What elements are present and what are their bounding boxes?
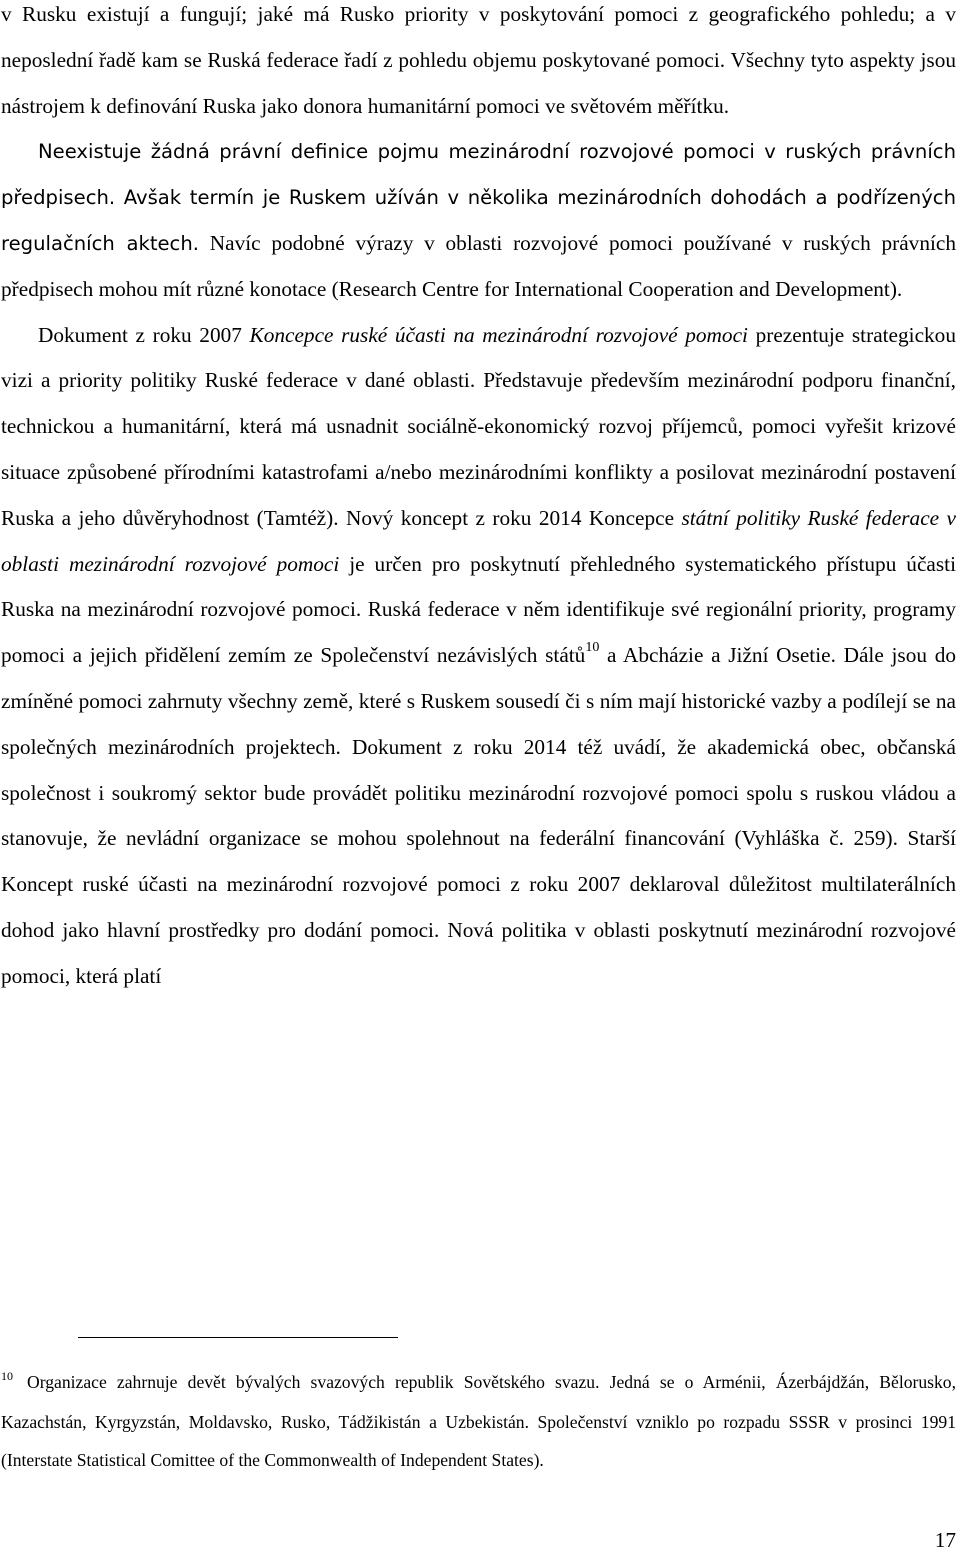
paragraph-intro-continuation: v Rusku existují a fungují; jaké má Rusko priority v poskytování pomoci z geografického pohledu; a v neposlední řadě kam se Ruská federace řadí z pohledu objemu poskytované pomoci. Všechny tyto aspekty jsou nástrojem k definování Ruska jako donora humanitární pomoci ve světovém měřítku. <box>1 2 956 118</box>
paragraph-legal-definition <box>1 129 956 312</box>
text-segment: je určen pro poskytnutí přehledného systematického přístupu účasti Ruska na mezinárodní rozvojové pomoci. Ruská federace v něm identifikuje své regionální priority, programy pomoci a jejich přidělení zemím ze Společenství nezávislých států <box>1 551 956 668</box>
italic-document-title-2007: Koncepce ruské účasti na mezinárodní rozvojové pomoci <box>249 322 748 347</box>
text-segment: prezentuje strategickou vizi a priority politiky Ruské federace v dané oblasti. Představuje především mezinárodní podporu finanční, technickou a humanitární, která má usnadnit sociálně-ekonomický rozvoj příjemců, pomoci vyřešit krizové situace způsobené přírodními katastrofami a/nebo mezinárodními konflikty a posilovat mezinárodní postavení Ruska a jeho důvěryhodnost (Tamtéž). Nový koncept z roku 2014 Koncepce <box>1 322 956 530</box>
text-sans-segment: Neexistuje žádná právní definice pojmu mezinárodní rozvojové pomoci v ruských právních předpisech. Avšak termín je Ruskem užíván v několika mezinárodních dohodách a podřízených regulačních aktech. <box>1 140 956 255</box>
body-text <box>1 0 956 1000</box>
text-segment: Dokument z roku 2007 <box>38 322 250 347</box>
footnote-separator <box>78 1337 398 1338</box>
footnote <box>1 1364 956 1479</box>
text-serif-segment: Navíc podobné výrazy v oblasti rozvojové pomoci používané v ruských právních předpisech mohou mít různé konotace (Research Centre for International Cooperation and Development). <box>1 230 956 301</box>
footnote-body: Organizace zahrnuje devět bývalých svazových republik Sovětského svazu. Jedná se o Arménii, Ázerbájdžán, Bělorusko, Kazachstán, Kyrgyzstán, Moldavsko, Rusko, Tádžikistán a Uzbekistán. Společenství vzniklo po rozpadu SSSR v prosinci 1991 (Interstate Statistical Comittee of the Commonwealth of Independent States). <box>1 1372 956 1470</box>
footnote-number: 10 <box>1 1369 13 1383</box>
footnote-reference[interactable]: 10 <box>585 640 600 656</box>
text-segment: a Abcházie a Jižní Osetie. Dále jsou do zmíněné pomoci zahrnuty všechny země, které s Ruskem sousedí či s ním mají historické vazby a podílejí se na společných mezinárodních projektech. Dokument z roku 2014 též uvádí, že akademická obec, občanská společnost i soukromý sektor bude provádět politiku mezinárodní rozvojové pomoci spolu s ruskou vládou a stanovuje, že nevládní organizace se mohou spolehnout na federální financování (Vyhláška č. 259). Starší Koncept ruské účasti na mezinárodní rozvojové pomoci z roku 2007 deklaroval důležitost multilaterálních dohod jako hlavní prostředky pro dodání pomoci. Nová politika v oblasti poskytnutí mezinárodní rozvojové pomoci, která platí <box>1 643 956 988</box>
footnote-text <box>1 1364 956 1479</box>
paragraph-concept-documents <box>1 313 956 1000</box>
page-number: 17 <box>934 1528 956 1552</box>
italic-document-title-2014: státní politiky Ruské federace v oblasti mezinárodní rozvojové pomoci <box>1 505 956 576</box>
